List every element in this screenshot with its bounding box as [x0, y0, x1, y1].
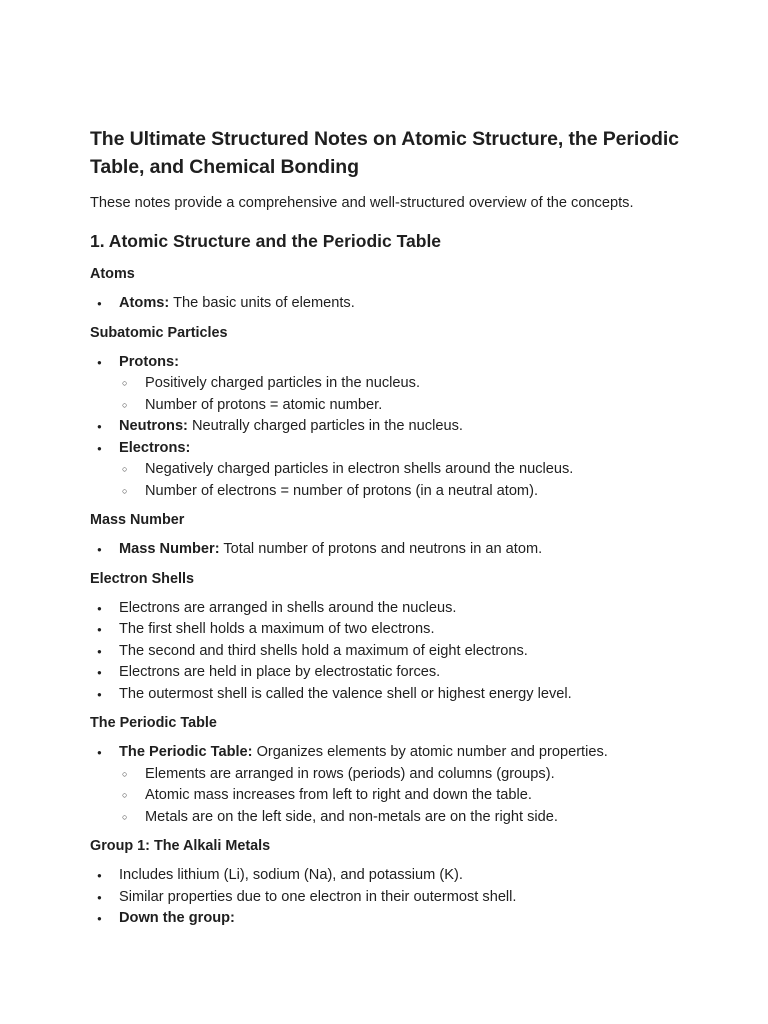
electron-shells-list: [90, 598, 730, 706]
list-item: ● Atoms: The basic units of elements.: [90, 293, 730, 315]
list-item: ● Similar properties due to one electron in their outermost shell.: [90, 887, 730, 909]
sub-list-item: ○ Elements are arranged in rows (periods) and columns (groups).: [119, 764, 730, 786]
periodic-table-list: [90, 742, 730, 828]
sub-list-item: ○ Negatively charged particles in electron shells around the nucleus.: [119, 459, 730, 481]
sub-list-item: ○ Atomic mass increases from left to right and down the table.: [119, 785, 730, 807]
mass-number-list: [90, 539, 730, 561]
list-item: ● Neutrons: Neutrally charged particles in the nucleus.: [90, 416, 730, 438]
list-item: ● The Periodic Table: Organizes elements by atomic number and properties. ○ Elements are arranged in rows (periods) and columns (groups). ○ Atomic mass increases from left to right and down the table. ○ Metals are on the left side, and non-metals are on the right side.: [90, 742, 730, 828]
list-item: ● Protons: ○ Positively charged particles in the nucleus. ○ Number of protons = atomic number.: [90, 352, 730, 417]
list-item: ● Down the group:: [90, 908, 730, 930]
list-item: ● The first shell holds a maximum of two electrons.: [90, 619, 730, 641]
periodic-table-sublist: [119, 764, 730, 829]
subheading-alkali-metals: Group 1: The Alkali Metals: [90, 838, 271, 854]
subatomic-list: [90, 352, 730, 503]
list-item: ● The outermost shell is called the valence shell or highest energy level.: [90, 684, 730, 706]
document-page: [90, 125, 730, 938]
alkali-metals-list: [90, 865, 730, 930]
list-item: ● The second and third shells hold a maximum of eight electrons.: [90, 641, 730, 663]
subheading-periodic-table: The Periodic Table: [90, 715, 217, 731]
subheading-atoms: Atoms: [90, 266, 135, 282]
subheading-electron-shells: Electron Shells: [90, 570, 194, 587]
list-item: ● Electrons are held in place by electrostatic forces.: [90, 662, 730, 684]
sub-list-item: ○ Positively charged particles in the nucleus.: [119, 373, 730, 395]
electrons-sublist: [119, 459, 730, 502]
list-item: ● Electrons are arranged in shells around the nucleus.: [90, 598, 730, 620]
sub-list-item: ○ Number of protons = atomic number.: [119, 395, 730, 417]
sub-list-item: ○ Metals are on the left side, and non-metals are on the right side.: [119, 807, 730, 829]
document-title: The Ultimate Structured Notes on Atomic Structure, the Periodic Table, and Chemical Bonding: [90, 128, 679, 178]
intro-paragraph: These notes provide a comprehensive and well-structured overview of the concepts.: [90, 195, 634, 211]
sub-list-item: ○ Number of electrons = number of protons (in a neutral atom).: [119, 481, 730, 503]
atoms-list: [90, 293, 730, 315]
list-item: ● Electrons: ○ Negatively charged particles in electron shells around the nucleus. ○ Number of electrons = number of protons (in a neutral atom).: [90, 438, 730, 503]
protons-sublist: [119, 373, 730, 416]
section-heading-atomic-structure: 1. Atomic Structure and the Periodic Table: [90, 231, 442, 251]
list-item: ● Includes lithium (Li), sodium (Na), and potassium (K).: [90, 865, 730, 887]
subheading-subatomic-particles: Subatomic Particles: [90, 324, 228, 341]
subheading-mass-number: Mass Number: [90, 512, 185, 528]
list-item: ● Mass Number: Total number of protons and neutrons in an atom.: [90, 539, 730, 561]
